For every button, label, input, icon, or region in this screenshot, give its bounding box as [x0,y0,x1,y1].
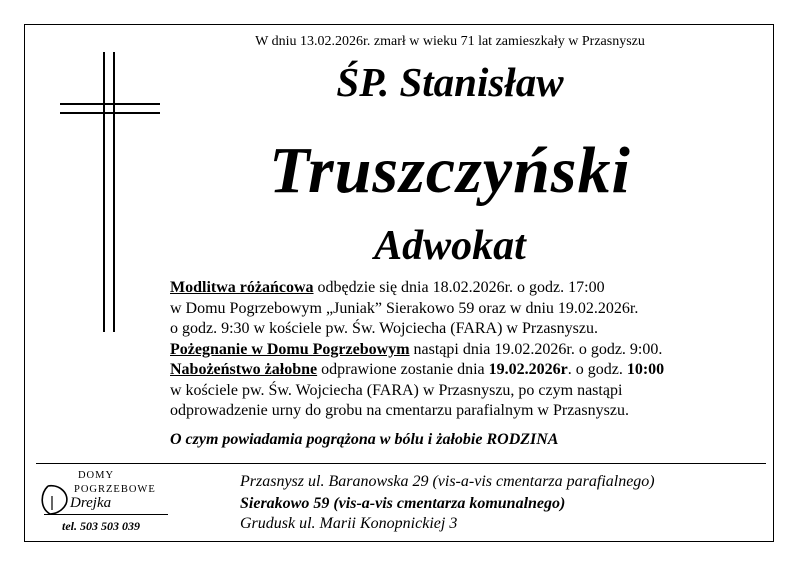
logo-middle-text: POGRZEBOWE [74,484,156,495]
title-prefix: ŚP. Stanisław [336,59,564,105]
body-line-4 [170,340,730,361]
rosary-label: Modlitwa różańcowa [170,279,314,296]
address-sierakowo: Sierakowo 59 (vis-a-vis cmentarza komunalnego) [240,495,566,512]
body-line-3: o godz. 9:30 w kościele pw. Św. Wojciecha (FARA) w Przasnyszu. [170,320,598,337]
logo-top-text: DOMY [77,470,115,481]
body-line-5 [170,360,730,381]
body-line-6: w kościele pw. Św. Wojciecha (FARA) w Przasnyszu, po czym nastąpi [170,381,623,399]
rosary-text: odbędzie się dnia 18.02.2026r. o godz. 17:00 [313,279,605,296]
farewell-text: nastąpi dnia 19.02.2026r. o godz. 9:00. [409,340,663,358]
service-time: 10:00 [626,361,665,378]
body-line-2: w Domu Pogrzebowym „Juniak” Sierakowo 59 oraz w dniu 19.02.2026r. [170,299,639,317]
service-date: 19.02.2026r [488,361,568,378]
logo-name: Drejka [70,495,112,511]
farewell-label: Pożegnanie w Domu Pogrzebowym [170,340,410,358]
profession: Adwokat [374,223,526,269]
service-text: odprawione zostanie dnia [317,361,489,378]
divider [36,463,766,464]
death-notice-line: W dniu 13.02.2026r. zmarł w wieku 71 lat zamieszkały w Przasnyszu [255,34,645,49]
body-line-1 [170,278,730,299]
notice-body [170,278,730,422]
service-label: Nabożeństwo żałobne [170,361,318,378]
address-przasnysz: Przasnysz ul. Baranowska 29 (vis-a-vis cmentarza parafialnego) [240,473,655,490]
surname: Truszczyński [269,134,631,207]
address-grudusk: Grudusk ul. Marii Konopnickiej 3 [240,515,458,532]
logo-rule [44,514,168,515]
logo-phone: tel. 503 503 039 [62,519,140,533]
service-text-2: . o godz. [567,361,627,378]
body-line-7: odprowadzenie urny do grobu na cmentarzu parafialnym w Przasnyszu. [170,402,629,419]
family-closing: O czym powiadamia pogrążona w bólu i żałobie RODZINA [170,431,559,448]
